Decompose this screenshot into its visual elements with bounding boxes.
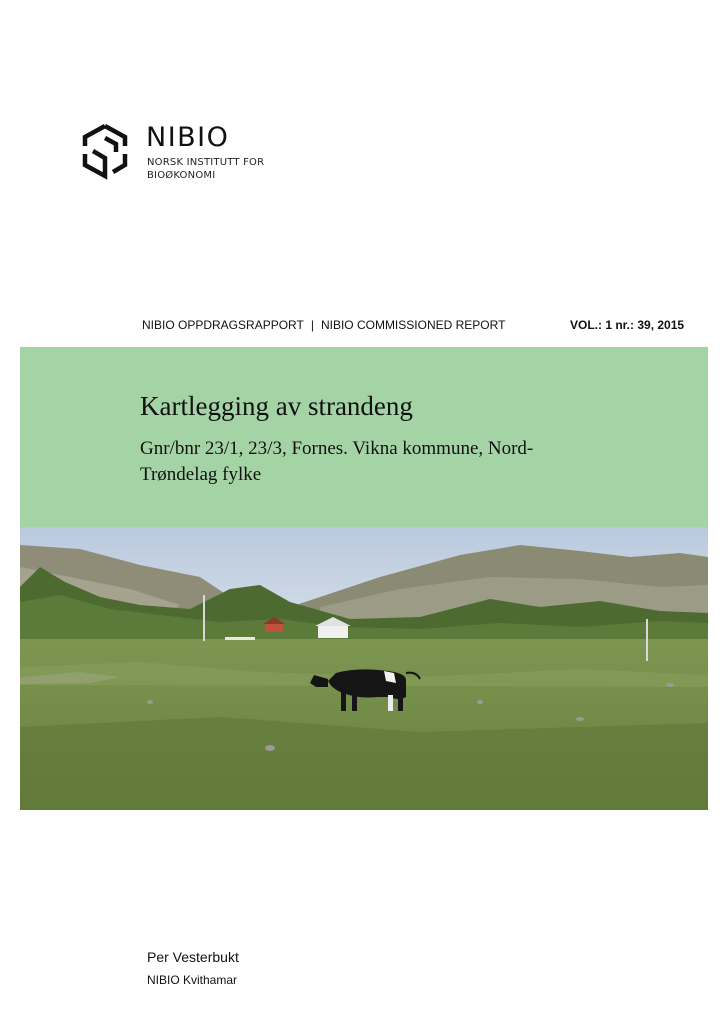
report-series-no: NIBIO OPPDRAGSRAPPORT [142, 318, 304, 332]
report-separator: | [310, 318, 314, 332]
nibio-logo [80, 116, 280, 186]
logo-subtitle [147, 156, 264, 182]
title-band [20, 347, 708, 527]
landscape-photo [20, 527, 708, 810]
page-subtitle: Gnr/bnr 23/1, 23/3, Fornes. Vikna kommune, Nord-Trøndelag fylke [140, 438, 534, 485]
nibio-hexagon-icon [80, 122, 130, 180]
volume-number: VOL.: 1 nr.: 39, 2015 [570, 318, 685, 332]
author-institution: NIBIO Kvithamar [147, 973, 238, 987]
logo-name: NIBIO [146, 122, 230, 153]
page-title: Kartlegging av strandeng [140, 391, 413, 421]
report-series [142, 318, 505, 332]
farmhouse [318, 625, 348, 638]
report-series-en: NIBIO COMMISSIONED REPORT [320, 318, 506, 332]
logo-subtitle-line-1: NORSK INSTITUTT FOR [147, 157, 265, 168]
logo-subtitle-line-2: BIOØKONOMI [147, 170, 216, 181]
author-name: Per Vesterbukt [147, 949, 239, 965]
